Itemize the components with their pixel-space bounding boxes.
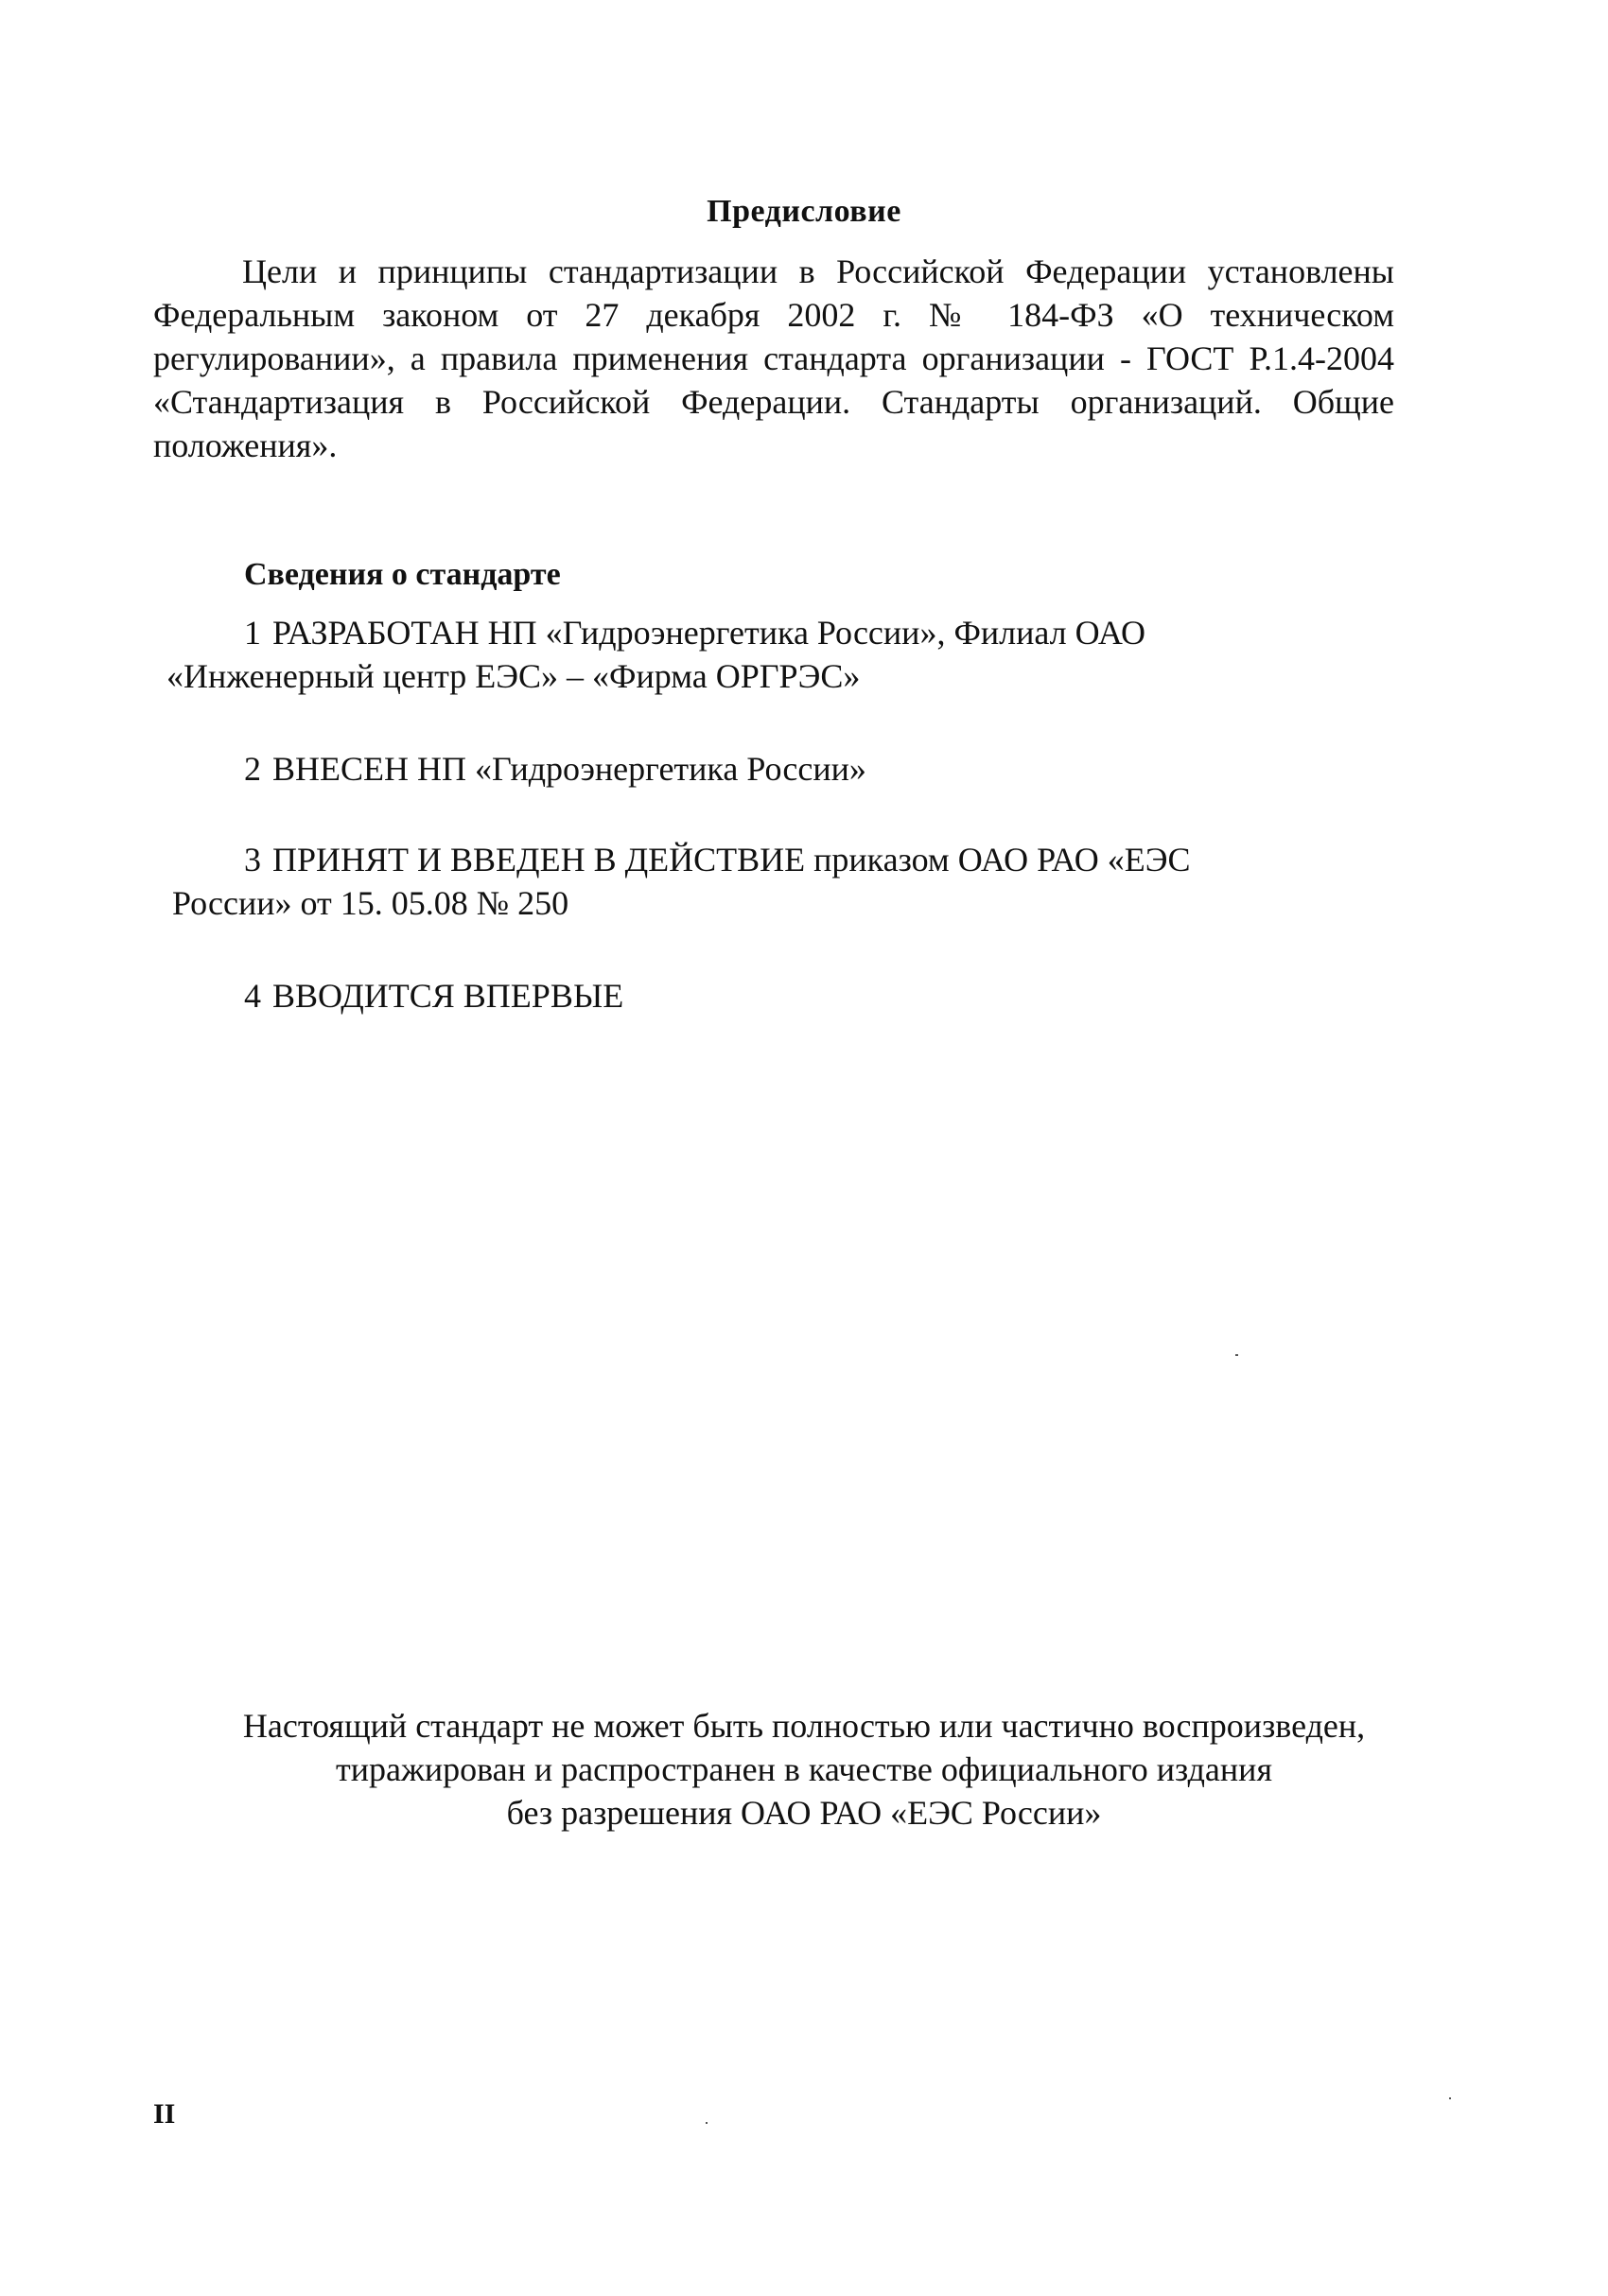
- standard-info-item-3: [172, 838, 1379, 925]
- standard-info-item-2: [244, 747, 1379, 791]
- scan-speck: [1449, 2097, 1451, 2099]
- page-number: II: [153, 2098, 176, 2130]
- copyright-notice: [0, 1704, 1608, 1835]
- item-number: 2: [244, 750, 261, 788]
- item-text-line2: «Инженерный центр ЕЭС» – «Фирма ОРГРЭС»: [166, 657, 861, 695]
- preface-paragraph: Цели и принципы стандартизации в Российской Федерации установлены Федеральным законом от 27 декабря 2002 г. № 184-ФЗ «О техническом регулировании», а правила применения стандарта организации - ГОСТ Р.1.4-2004 «Стандартизация в Российской Федерации. Стандарты организаций. Общие положения».: [153, 252, 1394, 464]
- notice-line-3: без разрешения ОАО РАО «ЕЭС России»: [506, 1794, 1102, 1832]
- item-number: 4: [244, 977, 261, 1015]
- item-text-line2: России» от 15. 05.08 № 250: [172, 884, 569, 922]
- item-number: 3: [244, 841, 261, 878]
- page-title: Предисловие: [707, 194, 901, 229]
- item-text-line1: ПРИНЯТ И ВВЕДЕН В ДЕЙСТВИЕ приказом ОАО РАО «ЕЭС: [272, 841, 1191, 878]
- standard-info-item-4: [244, 974, 1379, 1018]
- standard-info-item-1: [166, 611, 1379, 698]
- notice-line-1: Настоящий стандарт не может быть полностью или частично воспроизведен,: [242, 1707, 1366, 1745]
- section-heading: Сведения о стандарте: [244, 557, 561, 592]
- item-text-line1: ВНЕСЕН НП «Гидроэнергетика России»: [272, 750, 866, 788]
- item-text-line1: РАЗРАБОТАН НП «Гидроэнергетика России», Филиал ОАО: [272, 614, 1146, 652]
- notice-line-2: тиражирован и распространен в качестве официального издания: [336, 1750, 1272, 1788]
- item-text-line1: ВВОДИТСЯ ВПЕРВЫЕ: [272, 977, 624, 1015]
- scan-speck: [1235, 1354, 1238, 1356]
- item-number: 1: [244, 614, 261, 652]
- scan-speck: [706, 2122, 708, 2124]
